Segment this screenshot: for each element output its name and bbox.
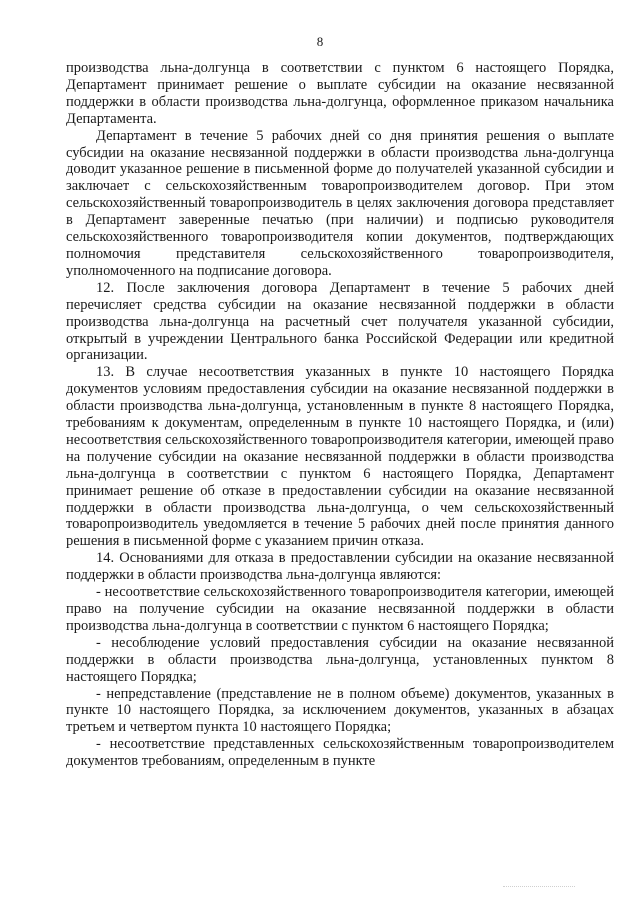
list-item-missing-documents: - непредставление (представление не в полном объеме) документов, указанных в пункте 10 настоящего Порядка, за исключением документов, указанных в абзацах третьем и четвертом пункта 10 настоящего Порядка; — [66, 685, 614, 736]
paragraph-12: 12. После заключения договора Департамент в течение 5 рабочих дней перечисляет средства субсидии на оказание несвязанной поддержки в области производства льна-долгунца на расчетный счет получателя указанной субсидии, открытый в учреждении Центрального банка Российской Федерации или кредитной организации. — [66, 279, 614, 364]
paragraph-14: 14. Основаниями для отказа в предоставлении субсидии на оказание несвязанной поддержки в области производства льна-долгунца являются: — [66, 550, 614, 584]
list-item-category-mismatch: - несоответствие сельскохозяйственного товаропроизводителя категории, имеющей право на получение субсидии на оказание несвязанной поддержки в области производства льна-долгунца в соответствии с пунктом 6 настоящего Порядка; — [66, 584, 614, 634]
document-body — [66, 60, 614, 770]
page-number: 8 — [316, 34, 324, 49]
paragraph-continuation: производства льна-долгунца в соответствии с пунктом 6 настоящего Порядка, Департамент принимает решение о выплате субсидии на оказание несвязанной поддержки в области производства льна-долгунца, оформленное приказом начальника Департамента. — [66, 60, 614, 127]
paragraph-13: 13. В случае несоответствия указанных в пункте 10 настоящего Порядка документов условиям предоставления субсидии на оказание несвязанной поддержки в области производства льна-долгунца, установленным в пункте 8 настоящего Порядка, требованиям к документам, определенным в пункте 10 настоящего Порядка, и (или) несоответствия сельскохозяйственного товаропроизводителя категории, имеющей право на получение субсидии на оказание несвязанной поддержки в области производства льна-долгунца в соответствии с пунктом 6 настоящего Порядка, Департамент принимает решение об отказе в предоставлении субсидии на оказание несвязанной поддержки в области производства льна-долгунца, о чем сельскохозяйственный товаропроизводитель уведомляется в течение 5 рабочих дней после принятия данного решения в письменной форме с указанием причин отказа. — [66, 364, 614, 550]
list-item-documents-mismatch: - несоответствие представленных сельскохозяйственным товаропроизводителем документов требованиям, определенным в пункте — [66, 736, 614, 770]
scan-artifact — [503, 886, 575, 888]
list-item-conditions-violation: - несоблюдение условий предоставления субсидии на оказание несвязанной поддержки в области производства льна-долгунца, установленных пунктом 8 настоящего Порядка; — [66, 634, 614, 685]
paragraph-notification: Департамент в течение 5 рабочих дней со дня принятия решения о выплате субсидии на оказание несвязанной поддержки в области производства льна-долгунца доводит указанное решение в письменной форме до получателей указанной субсидии и заключает с сельскохозяйственным товаропроизводителем договор. При этом сельскохозяйственный товаропроизводитель в целях заключения договора представляет в Департамент заверенные печатью (при наличии) и подписью руководителя сельскохозяйственного товаропроизводителя копии документов, подтверждающих полномочия представителя сельскохозяйственного товаропроизводителя, уполномоченного на подписание договора. — [66, 127, 614, 279]
